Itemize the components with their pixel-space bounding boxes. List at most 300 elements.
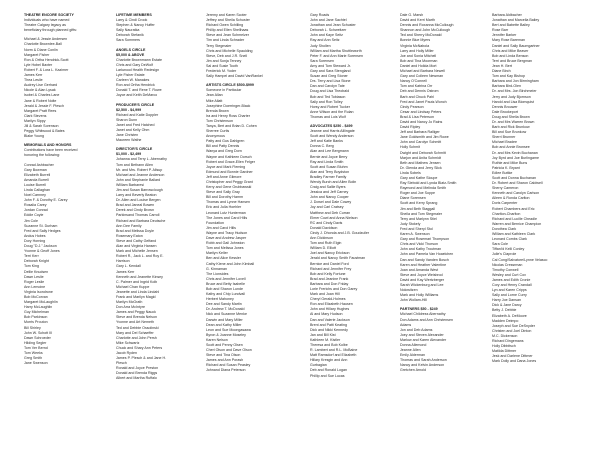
donor-name: Clark Stevens	[24, 113, 47, 118]
donor-name: Dr. and Mrs Warren Brown	[492, 119, 535, 124]
donor-name: Kerry and Gene Grubbawski	[206, 185, 252, 190]
donor-name: Jane Goldsmith and Jim Rowe	[400, 135, 449, 140]
donor-name: Greg Smith	[24, 356, 43, 361]
donor-name: Amy and Tom Steward Jr.	[310, 63, 351, 68]
donor-name: Bob Parkinson	[24, 315, 48, 320]
donor-name: Theresa and Bob Kolbe	[310, 343, 348, 347]
donor-name: Bob and Sharon Lunde	[206, 286, 243, 291]
donor-name: Wayne and Tracy Hudson	[206, 230, 248, 235]
donor-name: Bruce and Betty Isabelle	[206, 281, 245, 286]
donor-name: R. Lambert and R.L. McBaine	[310, 348, 358, 353]
donor-name: Alan and Terry Boydston	[310, 169, 350, 174]
donor-column-3	[206, 13, 292, 374]
donor-name: Holly Schmit	[400, 145, 420, 150]
donor-name: Terry Stegmaier	[206, 43, 232, 48]
donor-name: Tanya, Bert and Brian D. Cohen	[206, 123, 257, 128]
donor-name: Cindy Pearson	[400, 104, 424, 109]
donor-name: Deborah Knight	[24, 259, 49, 264]
section-heading: DIRECTOR'S CIRCLE	[116, 147, 153, 152]
donor-name: Peter F. and Ann Marie Sorensen	[310, 53, 363, 58]
donor-name: Bill Shirley	[24, 325, 41, 330]
donor-name: Steve and Sally Gray	[206, 190, 240, 195]
donor-name: William and Martha Shuttleworth	[310, 48, 362, 53]
donor-name: Betty J. Debbie	[492, 308, 517, 313]
donor-name: Charlotte and John Persh	[116, 335, 157, 340]
donor-name: Peggy Whitwood & Bates	[24, 129, 65, 134]
donor-name: Bob and Ted Tobiason	[310, 94, 346, 99]
donor-name: Ray and Linda Smith	[310, 159, 344, 164]
donor-name: Horsy and Robert Tucker	[310, 104, 350, 109]
donor-name: James P. Plesch & and Jane H.	[116, 356, 167, 361]
donor-name: Jesk and Darlene Dittmer	[492, 354, 533, 359]
donor-name: Chris and Michelle Spaulding	[206, 48, 253, 53]
donor-name: Frederick M. Yoder	[206, 69, 237, 74]
donor-name: Anne Wilson and the Rulan	[310, 109, 354, 114]
donor-name: Terry and Marlynn Stiel	[400, 216, 437, 221]
donor-name: Larry and Beverly Beaton	[116, 193, 157, 198]
donor-name: Michael Bradee	[492, 140, 517, 145]
donor-name: Gary and Kathe Sloupe	[400, 176, 438, 180]
donor-name: Noel Carnney	[24, 193, 46, 198]
donor-name: Chuck and Shary Ann Peters	[116, 345, 163, 350]
donor-name: Fred and Sheryl Stol	[400, 226, 433, 231]
donor-name: Fred and Sally Hedges	[24, 228, 61, 233]
donor-name: Lyle Hobel Baxter	[24, 62, 53, 67]
donor-name: Doug and Shelia Brown	[492, 114, 530, 119]
donor-name: C. Palmer and Ingrid Kolb	[116, 279, 158, 284]
donor-name: Andus Hobes	[24, 233, 46, 238]
donor-name: Holly Dibbitsch	[492, 344, 516, 349]
donor-name: Kenneth and Jeanette Kinsey	[116, 274, 163, 279]
donor-name: Bill and Sue Brunkow	[492, 130, 527, 135]
donor-name: Tom and Ruth Elgin	[310, 241, 342, 246]
donor-name: Cory and Henry Crandall	[492, 282, 532, 287]
donor-name: Wesley and Curt Cox	[492, 272, 526, 277]
donor-name: Mike Schwartz	[116, 340, 140, 345]
donor-name: Bob and Kelly Fortune	[310, 271, 346, 276]
donor-name: Donald Davidson	[310, 225, 338, 230]
donor-name: Joyce and Keith DeMarco	[116, 93, 158, 98]
donor-name: Chris and Mike Beaver	[492, 48, 529, 53]
donor-name: Jennifer Barker	[492, 33, 517, 38]
donor-name: Don Arra McIntyre	[116, 305, 145, 310]
donor-name: Wendy Burch and Allen Bolin	[310, 180, 357, 184]
donor-name: Plesch	[116, 361, 127, 366]
donor-name: Tom and Bethann Allen	[116, 162, 153, 167]
donor-name: James Kerr	[116, 269, 135, 274]
donor-name: Janet and Fred Hatched	[116, 122, 155, 127]
donor-name: Scott and Susan Bluhm	[310, 164, 348, 169]
donor-name: Wayne and Kathleen Dorsch	[206, 154, 252, 159]
donor-name: Sally Hampel and David VanRankel	[206, 74, 263, 79]
donor-name: Cesar and Lindsay Peters	[400, 109, 442, 114]
donor-name: Dale G. Marsh	[400, 13, 424, 17]
donor-name: Bob and Linda Benson	[492, 53, 529, 58]
donor-name: Thomas and Lynne Hansen	[206, 200, 251, 205]
donor-name: Bill and Patty Dennis	[206, 144, 240, 149]
donor-name: Jessica and Jeff Carney	[310, 190, 349, 195]
donor-name: Doug and Lisa Theobald	[310, 89, 350, 94]
donor-name: Dellie Knudsen	[24, 269, 49, 274]
donor-name: David and Kerri Marth	[400, 18, 435, 23]
donor-name: Steve and Tina Olson	[206, 353, 241, 358]
donor-name: Warren and Bernice Champion	[492, 221, 542, 226]
donor-name: Sal and Susie Tooth	[206, 63, 238, 68]
donor-name: Tom Ver Bernd	[24, 345, 48, 350]
donor-name: Lyle Fisher Estate	[116, 73, 145, 78]
donor-name: Steve and Brenda Nelson	[116, 315, 157, 320]
donor-name: John and Jane Sachtel	[310, 18, 347, 23]
donor-name: Diane Sorensen	[400, 196, 426, 201]
donor-name: Elizabeth Burrell	[24, 172, 51, 177]
donor-name: John and Kaye Seitz	[310, 33, 343, 38]
donor-name: Jeffrey and Sheila Schuster	[206, 18, 250, 23]
donor-name: Gurbagian	[310, 363, 327, 368]
donor-name: Johanna and Terry L. Abernathy	[116, 157, 167, 162]
donor-name: Barb and Rick Brunkow	[492, 125, 530, 130]
donor-name: William Barbaresi	[116, 182, 144, 187]
donor-name: Barbara Bird-Olen	[492, 84, 521, 89]
donor-name: honoring the following:	[24, 153, 60, 158]
donor-name: Dennis and Roxanna McCullough	[400, 23, 454, 28]
donor-name: Patricia K. Bryant	[492, 165, 520, 170]
donor-name: John and Pamela Van Hoaelchen	[400, 252, 454, 257]
donor-name: Christen and Joel Dinton	[492, 328, 532, 333]
donor-column-6	[492, 13, 578, 364]
donor-name: Michael & Jessie Andersen	[24, 37, 68, 42]
donor-name: Jeremy and Karen Scoter	[206, 13, 247, 17]
donor-name: Emily Alderman	[400, 353, 425, 358]
donor-name: Sharon Dunn	[116, 117, 138, 122]
donor-name: Phillip and Ellen Shellhaas	[206, 28, 249, 33]
donor-name: Barbara and Jon Birmingham	[492, 79, 539, 84]
donor-name: John and Carolyn Schmitt	[400, 140, 442, 145]
section-heading: LIFETIME MEMBERS	[116, 13, 152, 17]
donor-name: Theatre Calgary legacy as	[24, 23, 66, 28]
donor-name: Jerald and Nancy Smith Faustman	[310, 256, 366, 261]
donor-name: Cal Cong/Salvatore/Lynne Velasco	[492, 257, 548, 262]
donor-name: James and Ann Porash	[206, 358, 244, 363]
donor-name: Dr. Allen and Louise Bergen	[116, 198, 161, 203]
donor-name: Sally Nauratka	[116, 28, 140, 33]
donor-name: Nicolas Cressrman	[492, 262, 523, 267]
donor-name: Deb and Dennis Ostrom	[400, 89, 439, 94]
donor-name: Mark and Michelle Jensen	[116, 249, 158, 254]
donor-name: Jeff and Barbara Ralliger	[400, 130, 440, 135]
donor-name: Larry & Cindi Crook	[116, 18, 148, 23]
donor-name: Ron and Ortha Hendrick	[116, 83, 155, 88]
donor-name: Richard Owen Schilling	[206, 23, 244, 28]
donor-name: Craig and Sallie Byers	[310, 185, 346, 190]
donor-name: Carleen W. Manakes	[116, 78, 150, 83]
donor-name: beneficiary through planned gifts:	[24, 28, 77, 33]
donor-name: Bill and Dorothy Hamm	[206, 195, 243, 200]
donor-name: Steve and Cathy Gelfand	[116, 238, 157, 243]
donor-name: Matt Ramsdorf and Elizabeth	[310, 353, 357, 358]
donor-name: Louise Burrell	[24, 182, 46, 187]
donor-name: Dale Brookeport	[492, 109, 518, 114]
donor-name: Albert and Martha Ruffalo	[116, 376, 157, 381]
donor-name: Cheri Olson and Dave Olson	[206, 348, 252, 353]
donor-name: Joyce and Mark Fleming	[206, 164, 246, 169]
donor-name: Marlow and Karen Alexander	[400, 337, 447, 342]
donor-name: Ray Siebold and Lynda Blatz-Smith	[400, 181, 457, 186]
donor-name: Nancy and Kelvin Anderson	[400, 363, 445, 368]
donor-name: Brad and Jeanine Frank	[310, 276, 349, 281]
donor-name: Josephine Doerringer-Black	[206, 103, 251, 108]
donor-name: Richard and Lucille Cheadle	[492, 216, 537, 221]
donor-name: Mr. and Mrs. Robert P. Allsup	[116, 167, 163, 172]
donor-column-1	[24, 13, 110, 366]
donor-name: Joseph and Sue DeSnyder	[492, 323, 535, 328]
donor-name: Sherry Cameron	[492, 186, 519, 191]
donor-name: Deborah Stefanik	[116, 33, 144, 38]
donor-name: Roger and Joe Soppe	[400, 191, 435, 196]
donor-name: Dennis Brouwer	[492, 104, 518, 109]
donor-name: Thomas and Lois Wolf	[310, 114, 346, 119]
donor-name: Joey and Steven Alexander	[400, 332, 444, 337]
donor-name: Jonathan and Jean Schuster	[310, 23, 356, 28]
section-heading: $2,500 - $4,999	[116, 107, 142, 112]
donor-name: Frank and Marilyn Magid	[116, 294, 156, 299]
donor-name: Richard and Barbara Deutsche	[116, 218, 166, 223]
donor-name: Richard and Susan Peasley	[206, 363, 251, 368]
donor-name: Leon and Sue Moongasawa	[206, 327, 251, 332]
donor-name: Dorothea Clark	[492, 226, 517, 231]
donor-name: Thomas and Sarah Anderson	[400, 358, 447, 363]
donor-name: Charlton-Charlton	[492, 211, 521, 216]
donor-name: Guy Michelman	[24, 310, 49, 315]
donor-name: Donald and Brenda Riggs	[116, 371, 158, 376]
donor-name: Gary and Rosemari Thompson	[400, 237, 450, 242]
donor-name: Jacob Ryden	[116, 351, 137, 355]
donor-name: Sally and Ron Tolley	[310, 99, 343, 104]
donor-name: Gary and Sara Stengland	[310, 69, 351, 74]
donor-name: Michael Childress Abernathy	[400, 312, 446, 317]
donor-name: Ira and Henry Ross Charter	[206, 113, 250, 118]
section-heading: ARTISTS CIRCLE $500-$999	[206, 83, 254, 88]
donor-name: Jane Swenson	[24, 361, 48, 366]
donor-name: Audrey Lise Gerhard	[24, 83, 58, 88]
donor-name: Jeanne and Harris Alllingate	[310, 129, 355, 134]
donor-name: Deb and Ronald Logan	[310, 368, 347, 373]
donor-name: Fred and Janet Pautz-Wonch	[400, 99, 447, 104]
donor-name: Michael Chan Kuppe	[116, 284, 150, 289]
donor-name: Doris Carpenter	[492, 201, 518, 206]
donor-name: Dwight and Deborah Schmitt	[400, 150, 446, 155]
donor-name: Ted and Debbie Ossolinski	[116, 325, 159, 330]
donor-name: Margaret Fisher	[24, 52, 50, 57]
donor-name: Stephen & Nancy Huffer	[116, 23, 155, 28]
donor-name: Phillip and Sue Lucas	[310, 373, 345, 378]
donor-name: Michael and Jeanne Anderson	[116, 172, 165, 177]
donor-name: RC and Cindy Davis	[310, 220, 343, 225]
donor-name: Hillary Kresgin and Ann	[310, 358, 348, 363]
donor-name: Hilding Segler	[24, 340, 47, 345]
donor-name: Jim and Carol Hills	[206, 225, 236, 230]
donor-name: Anonymous	[206, 134, 225, 139]
donor-name: Tom Christenson	[206, 118, 233, 123]
donor-name: Diane Birch	[492, 69, 511, 74]
donor-name: Bob and Tina Moorman	[400, 58, 438, 63]
donor-name: M.C. Dickenson	[492, 333, 518, 338]
donor-name: Individuals who have named	[24, 18, 70, 23]
donor-name: Donald T. and Rene T. Rowe	[116, 88, 162, 93]
donor-name: Charlotte Brownmann Estate	[116, 57, 162, 62]
donor-name: Sara Cole	[492, 242, 508, 247]
donor-name: Steve and Joyce Weisbrod	[400, 272, 443, 277]
donor-name: Joel and Nancy Erickson	[310, 251, 350, 256]
donor-name: Joy and Carl Cratsey	[310, 205, 344, 210]
donor-name: Beth and Mathew Jensen	[400, 160, 441, 165]
donor-name: John and Nancy Cooper	[310, 195, 349, 200]
donor-name: John F. & Dorothy E. Carey	[24, 198, 68, 203]
donor-name: Lorie Frerichs and Don Garey	[310, 286, 358, 291]
donor-name: Nicole & Alan Lysak	[24, 88, 56, 93]
donor-name: Yvonne & Geoff Jones	[24, 249, 60, 254]
donor-name: Ron & Ortha Hendrick-Scott	[24, 57, 69, 62]
donor-name: Ann Dickinson	[310, 236, 333, 241]
donor-name: Dawn Schroeder	[24, 335, 51, 340]
donor-name: Susan and Greg Stoner	[310, 74, 348, 79]
donor-name: Harold and Lisa Blomquist	[492, 99, 534, 104]
donor-name: Contributions have been received	[24, 148, 78, 153]
donor-name: Mark and Holly Williams	[400, 293, 439, 298]
donor-name: Thea Leslie	[24, 78, 43, 83]
donor-name: Joe and Sonia Mitchell	[400, 53, 437, 58]
donor-name: Eric and Julia Hoehler	[206, 205, 242, 210]
donor-name: James Kerr	[24, 73, 43, 78]
donor-name: Ben and Alice Kessler	[206, 256, 241, 261]
donor-name: Marilyn Sippy	[24, 118, 46, 123]
donor-name: Ann Lemoine	[24, 284, 46, 289]
donor-name: David and Kay Wertzberger	[400, 277, 445, 282]
donor-name: Kenneth and Carolyn Carlson	[492, 191, 540, 196]
donor-name: Brent and Patti Keating	[310, 322, 347, 327]
donor-name: Dawn Leslie	[24, 274, 44, 279]
donor-name: Richard and Katie Doppler	[116, 112, 159, 117]
donor-name: Dan and Valerie Jackson	[310, 317, 350, 322]
section-heading: $5,000 & ABOVE	[116, 52, 145, 57]
donor-name: Gary Bowman	[24, 167, 47, 172]
donor-name: Mark and Joan Hill	[310, 292, 340, 297]
donor-name: Jean Allan	[206, 93, 223, 98]
donor-name: Mary Rose Bareman	[492, 38, 525, 43]
donor-name: Mark Dolly and Dana Jones	[492, 359, 537, 364]
donor-name: Wanya and Greg Dorn	[206, 149, 242, 154]
donor-name: Sherree Curtis	[206, 129, 230, 134]
donor-name: Rose Barr	[492, 28, 509, 33]
donor-name: Chris and Vicki Thorson	[400, 242, 439, 247]
donor-name: Jerry and Judy Bjornson	[492, 94, 531, 99]
donor-name: Kathy and Chip Lundvall	[206, 292, 245, 297]
donor-name: Dean and Kathy Miller	[206, 322, 242, 327]
donor-name: Jerald & Jessie F. Plesch	[24, 103, 64, 108]
donor-name: Norm & Diane Conlin	[24, 47, 58, 52]
donor-name: Barb and Chuck Pahl	[400, 94, 434, 99]
donor-name: Leonard Lutz Hunterman	[206, 210, 246, 215]
donor-name: Bob and Annie Bronsee	[492, 145, 530, 150]
donor-name: Karen A. Swenson	[400, 232, 430, 237]
donor-name: Rosalia Carey	[24, 203, 47, 208]
donor-name: Virginia McNabola	[400, 43, 430, 48]
donor-name: Jane & Robert Nolte	[24, 98, 57, 103]
donor-name: Jim and Sonja Tenney	[206, 58, 242, 63]
donor-name: Steve and Jean Schmelzer	[206, 33, 249, 38]
donor-name: Dr. and Mrs. Jon Birchmeier	[492, 89, 537, 94]
donor-name: Elizabeth A. DeMoore	[492, 313, 527, 318]
donor-name: Conrad Ashbacher	[24, 162, 54, 167]
donor-name: Robert R., Jack L. and Roy E.	[116, 254, 164, 259]
donor-name: Edmund and Bonnie Gardner	[206, 169, 253, 174]
section-heading: ANGELS CIRCLE	[116, 47, 146, 52]
donor-name: Robb and Gail Johnston	[206, 241, 245, 246]
donor-name: Patty and Gus Dahlgren	[206, 139, 245, 144]
donor-name: Robert and Grace-Ellen Felger	[206, 159, 255, 164]
donor-name: Doug "D.J." Jackson	[24, 244, 57, 249]
donor-name: James and Edith Cronie	[492, 277, 531, 282]
donor-name: Scott and Wendy Anderson	[310, 134, 354, 139]
donor-name: William D. Elliott	[310, 246, 336, 251]
donor-name: Johnand Diana Peterson	[206, 368, 246, 373]
donor-name: Ted and Sherry McDonald	[400, 33, 442, 38]
donor-name: Linda Callaghan	[24, 188, 50, 192]
donor-name: Robert Chambers and Eric	[492, 206, 535, 211]
donor-name: Alan and Virginia Hansen	[116, 244, 157, 249]
donor-name: Donna C. Berg	[310, 144, 334, 149]
donor-name: Dick and Nikki Kennedy	[310, 327, 348, 332]
donor-name: Tiffani'd Kelli Conley	[492, 247, 525, 252]
donor-name: Leonard Combs Clark	[492, 237, 527, 242]
section-heading: PRODUCER'S CIRCLE	[116, 102, 155, 107]
donor-name: Yvonne and Art Nemeth	[116, 320, 154, 325]
donor-name: Edlee Buttke	[492, 170, 513, 175]
donor-name: Jordan Conrad	[24, 208, 48, 213]
donor-name: Mike Allatt	[206, 98, 223, 103]
donor-name: Lyn and Karen Cripps	[492, 288, 527, 293]
donor-name: Ann Dee Family	[116, 223, 142, 228]
donor-name: Judy Stokely	[400, 221, 421, 226]
donor-name: Someone in Particular	[206, 88, 242, 93]
donor-name: Matthew and Deb Curran	[310, 210, 351, 215]
donor-name: Karen and Heather Valentine	[400, 262, 447, 267]
donor-name: William and Kathleen Clark	[492, 232, 536, 237]
donor-name: Linda Sobels	[400, 170, 421, 175]
donor-name: Madden Deimpo	[492, 318, 519, 323]
donor-name: Robert F. & Lora L. Kazimer	[24, 67, 69, 72]
donor-name: Terri Kerr	[24, 254, 39, 259]
donor-name: Dick & Jane Darcy	[492, 303, 522, 308]
donor-name: Cheryl Gerald-Holmes	[310, 297, 346, 302]
donor-name: Bert and Babette Bailey	[492, 23, 530, 28]
donor-name: Dr. and Mrs Kevin Buchanan	[492, 150, 538, 155]
donor-name: Dr. Glenda and Jerry Slick	[400, 165, 442, 170]
donor-name: Matilda Dittmer	[492, 349, 517, 354]
donor-name: Michael and Barbara Newell	[400, 69, 445, 74]
donor-name: J. Dowel and Dale Cowey	[310, 200, 352, 205]
donor-name: Gretchen Arnold	[400, 368, 426, 373]
section-heading: THEATRE ENCORE SOCIETY	[24, 13, 74, 17]
donor-name: Blake Young	[24, 134, 44, 139]
donor-name: Joan and Amanda West	[400, 267, 439, 272]
donor-name: Dave and Andrew Jasper	[206, 236, 247, 241]
donor-name: Karen Nelson	[206, 337, 228, 342]
donor-name: Don Adams and Ann Christensen	[400, 317, 453, 322]
donor-name: Barbara Aldbacher	[492, 13, 522, 17]
donor-name: Nancy O'Connell	[400, 79, 427, 84]
donor-name: Daniel and Holida Mort	[400, 63, 437, 68]
donor-name: Morris Prouton	[24, 320, 48, 325]
